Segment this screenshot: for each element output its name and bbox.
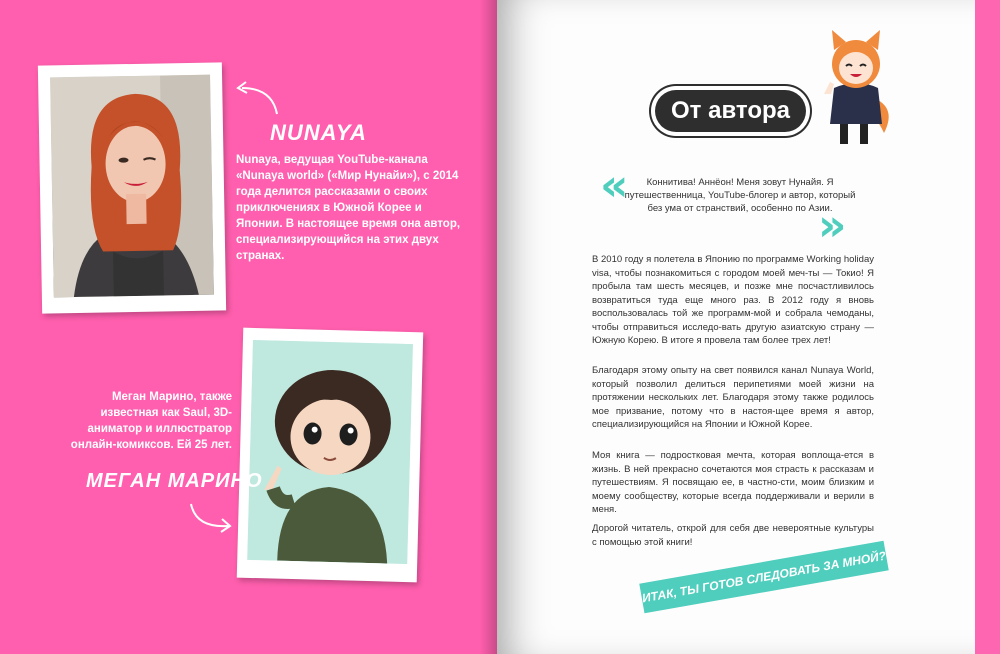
paragraph: Дорогой читатель, открой для себя две невероятные культуры с помощью этой книги! (592, 523, 874, 548)
nunaya-photo (50, 75, 214, 298)
quote-close-icon: » (818, 200, 847, 251)
arrow-to-nunaya-photo-icon (232, 78, 282, 118)
author-section-title: От автора (655, 90, 806, 132)
cartoon-character-illustration (247, 340, 413, 564)
follow-me-banner: ИТАК, ТЫ ГОТОВ СЛЕДОВАТЬ ЗА МНОЙ? (639, 541, 888, 614)
quote-open-icon: « (600, 160, 629, 211)
paragraph: Моя книга — подростковая мечта, которая воплоща-ется в жизнь. В ней прекрасно сочетаются моя страсть к рассказам и путешествиям. Я посвящаю ее, в частно-сти, моим близким и моему сообществу, которые всегда поддерживали и верили в меня. (592, 450, 874, 515)
megan-illustration-frame (237, 328, 423, 583)
right-page-edge (975, 0, 1000, 654)
left-page (0, 0, 497, 654)
nunaya-photo-illustration (50, 75, 214, 298)
nunaya-name: NUNAYA (270, 120, 367, 145)
megan-bio: Меган Марино, также известная как Saul, 3D-аниматор и иллюстратор онлайн-комиксов. Ей 25 лет. (70, 391, 232, 451)
paragraph: В 2010 году я полетела в Японию по программе Working holiday visa, чтобы познакомиться с городом моей меч-ты — Токио! Я пробыла там шесть месяцев, и позже мне посчастливилось возвратиться туда еще много раз. В 2012 году я вновь воспользовалась той же программ-мой и собрала чемоданы, чтобы отправиться исследо-вать другую азиатскую страну — Южную Корею. В итоге я провела там более трех лет! (592, 254, 874, 346)
nunaya-photo-frame (38, 62, 226, 313)
nunaya-bio: Nunaya, ведущая YouTube-канала «Nunaya world» («Мир Нунайи»), с 2014 года делится рассказами о своих приключениях в Южной Корее и Японии. В настоящее время она автор, специализирующийся на этих двух странах. (236, 154, 461, 262)
megan-name: МЕГАН МАРИНО (86, 470, 263, 492)
paragraph: Благодаря этому опыту на свет появился канал Nunaya World, который позволил делиться перипетиями моей жизни на протяжении нескольких лет. Благодаря этому также родилось мое призвание, потому что в настоя-щее время я автор, специализирующийся на Японии и Южной Корее. (592, 365, 874, 430)
fox-girl-mascot-icon (822, 28, 892, 148)
arrow-to-megan-illustration-icon (186, 500, 236, 540)
greeting-quote: Коннитива! Аннёон! Меня зовут Нунайя. Я путешественница, YouTube-блогер и автор, который без ума от странствий, особенно по Азии. (624, 177, 856, 214)
megan-illustration (247, 340, 413, 564)
